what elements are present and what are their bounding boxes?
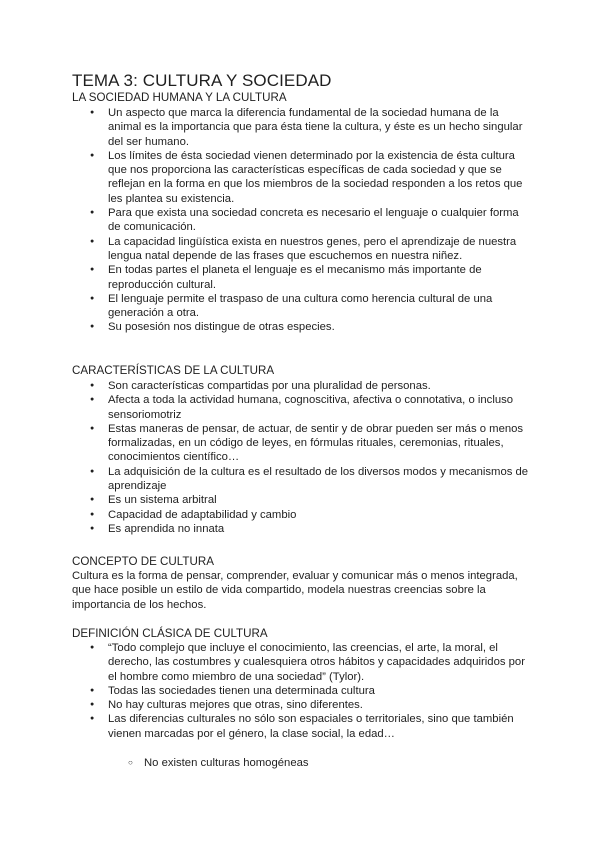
list-item: ● La capacidad lingüística exista en nuestros genes, pero el aprendizaje de nuestra lengua natal depende de las frases que escuchemos en nuestra niñez.	[90, 235, 530, 264]
sociedad-humana-list	[90, 106, 530, 335]
section-heading-definicion-clasica: DEFINICIÓN CLÁSICA DE CULTURA	[72, 627, 268, 640]
list-item: ● Su posesión nos distingue de otras especies.	[90, 320, 530, 334]
section-heading-concepto: CONCEPTO DE CULTURA	[72, 555, 214, 568]
list-item: ● Todas las sociedades tienen una determinada cultura	[90, 684, 530, 698]
definicion-clasica-sublist	[126, 756, 309, 770]
list-item: ● Las diferencias culturales no sólo son espaciales o territoriales, sino que también vienen marcadas por el género, la clase social, la edad…	[90, 712, 530, 741]
section-heading-caracteristicas: CARACTERÍSTICAS DE LA CULTURA	[72, 364, 275, 377]
concepto-paragraph: Cultura es la forma de pensar, comprender, evaluar y comunicar más o menos integrada, que hace posible un estilo de vida compartido, modela nuestras creencias sobre la importancia de los hechos.	[72, 570, 518, 611]
list-item: ● En todas partes el planeta el lenguaje es el mecanismo más importante de reproducción cultural.	[90, 263, 530, 292]
list-item: ● “Todo complejo que incluye el conocimiento, las creencias, el arte, la moral, el derecho, las costumbres y cualesquiera otros hábitos y capacidades adquiridos por el hombre como miembro de una sociedad” (Tylor).	[90, 641, 530, 684]
definicion-clasica-list	[90, 641, 530, 741]
caracteristicas-list	[90, 379, 530, 536]
sub-list-item: ○ No existen culturas homogéneas	[126, 756, 309, 770]
list-item: ● El lenguaje permite el traspaso de una cultura como herencia cultural de una generación a otra.	[90, 292, 530, 321]
list-item: ● Los límites de ésta sociedad vienen determinado por la existencia de ésta cultura que nos proporciona las características específicas de cada sociedad y que se reflejan en la forma en que los miembros de la sociedad responden a los retos que les plantea su existencia.	[90, 149, 530, 206]
list-item: ● No hay culturas mejores que otras, sino diferentes.	[90, 698, 530, 712]
list-item: ● Un aspecto que marca la diferencia fundamental de la sociedad humana de la animal es la importancia que para ésta tiene la cultura, y éste es un hecho singular del ser humano.	[90, 106, 530, 149]
section-heading-sociedad-humana: LA SOCIEDAD HUMANA Y LA CULTURA	[72, 91, 287, 104]
list-item: ● Son características compartidas por una pluralidad de personas.	[90, 379, 530, 393]
page-title: TEMA 3: CULTURA Y SOCIEDAD	[72, 71, 332, 90]
list-item: ● Capacidad de adaptabilidad y cambio	[90, 508, 530, 522]
list-item: ● Afecta a toda la actividad humana, cognoscitiva, afectiva o connotativa, o incluso sensoriomotriz	[90, 393, 530, 422]
list-item: ● Es aprendida no innata	[90, 522, 530, 536]
list-item: ● Es un sistema arbitral	[90, 493, 530, 507]
list-item: ● Estas maneras de pensar, de actuar, de sentir y de obrar pueden ser más o menos formalizadas, en un código de leyes, en fórmulas rituales, ceremonias, rituales, conocimientos científico…	[90, 422, 530, 465]
list-item: ● La adquisición de la cultura es el resultado de los diversos modos y mecanismos de aprendizaje	[90, 465, 530, 494]
list-item: ● Para que exista una sociedad concreta es necesario el lenguaje o cualquier forma de comunicación.	[90, 206, 530, 235]
